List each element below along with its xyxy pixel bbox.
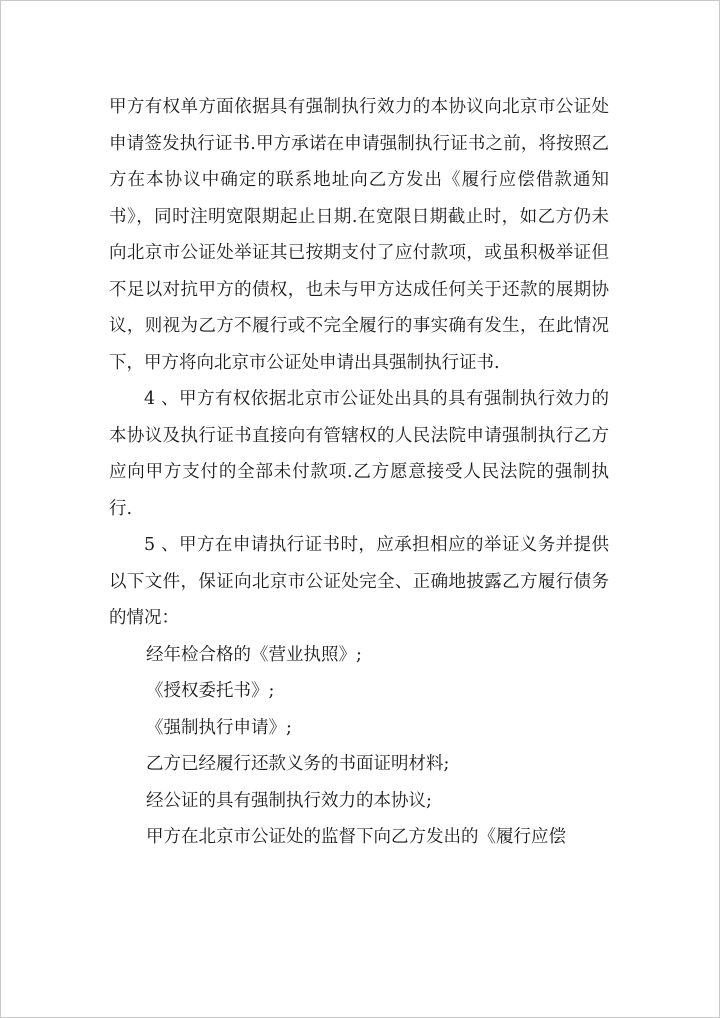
paragraph-clause-4: 4 、甲方有权依据北京市公证处出具的具有强制执行效力的本协议及执行证书直接向有管辖权的人民法院申请强制执行乙方应向甲方支付的全部未付款项.乙方愿意接受人民法院的强制执行. — [109, 389, 609, 519]
list-item-notice-letter: 甲方在北京市公证处的监督下向乙方发出的《履行应偿 — [146, 827, 566, 847]
list-item-power-of-attorney: 《授权委托书》; — [146, 681, 275, 701]
paragraph-clause-5: 5 、甲方在申请执行证书时，应承担相应的举证义务并提供以下文件，保证向北京市公证处完全、正确地披露乙方履行债务的情况： — [109, 535, 609, 628]
list-item-repayment-proof: 乙方已经履行还款义务的书面证明材料; — [146, 754, 450, 774]
list-item-notarized-agreement: 经公证的具有强制执行效力的本协议; — [146, 790, 432, 811]
paragraph-enforcement-certificate: 甲方有权单方面依据具有强制执行效力的本协议向北京市公证处申请签发执行证书.甲方承诺在申请强制执行证书之前，将按照乙方在本协议中确定的联系地址向乙方发出《履行应偿借款通知书》，同时注明宽限期起止日期.在宽限日期截止时，如乙方仍未向北京市公证处举证其已按期支付了应付款项，或虽积极举证但不足以对抗甲方的债权，也未与甲方达成任何关于还款的展期协议，则视为乙方不履行或不完全履行的事实确有发生，在此情况下，甲方将向北京市公证处申请出具强制执行证书. — [109, 97, 609, 373]
list-item-enforcement-application: 《强制执行申请》; — [146, 717, 292, 738]
document-body — [109, 89, 609, 856]
list-item-business-license: 经年检合格的《营业执照》; — [146, 644, 362, 665]
